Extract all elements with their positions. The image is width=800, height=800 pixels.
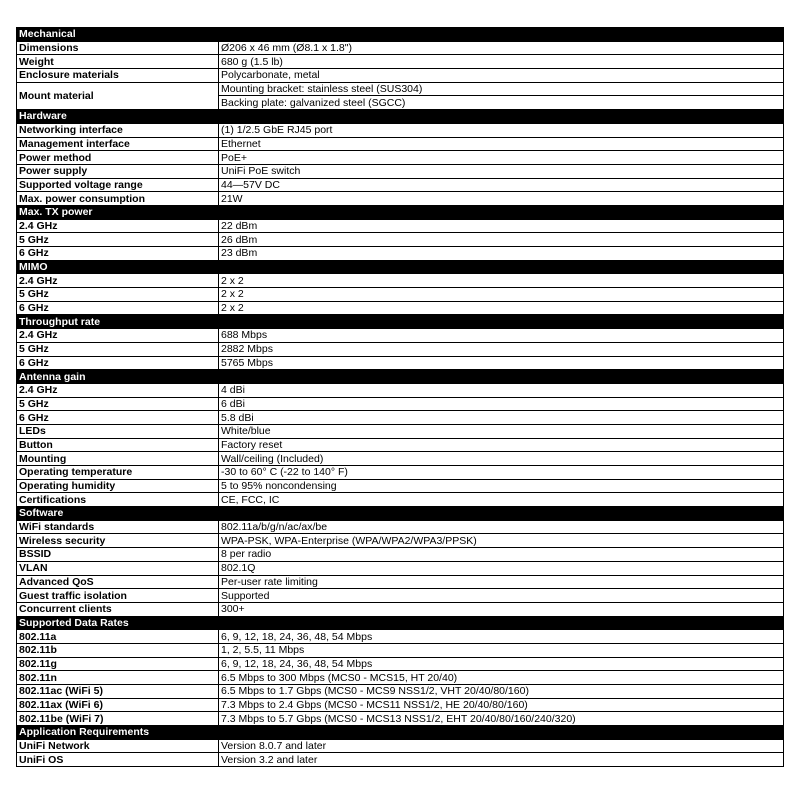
spec-label: Operating temperature [17, 466, 219, 480]
spec-row [17, 630, 784, 644]
spec-label: 6 GHz [17, 411, 219, 425]
spec-label: Networking interface [17, 123, 219, 137]
spec-value: 2 x 2 [219, 274, 784, 288]
spec-value: 2 x 2 [219, 301, 784, 315]
spec-label: 802.11a [17, 630, 219, 644]
spec-value: -30 to 60° C (-22 to 140° F) [219, 466, 784, 480]
spec-value: (1) 1/2.5 GbE RJ45 port [219, 123, 784, 137]
spec-row [17, 534, 784, 548]
spec-label: Max. power consumption [17, 192, 219, 206]
spec-label: 2.4 GHz [17, 274, 219, 288]
spec-value: 8 per radio [219, 548, 784, 562]
spec-value: WPA-PSK, WPA-Enterprise (WPA/WPA2/WPA3/PPSK) [219, 534, 784, 548]
spec-value: Polycarbonate, metal [219, 69, 784, 83]
spec-value: 802.11a/b/g/n/ac/ax/be [219, 520, 784, 534]
spec-row [17, 575, 784, 589]
spec-label: 5 GHz [17, 233, 219, 247]
spec-row [17, 466, 784, 480]
section-header-software [17, 507, 784, 521]
spec-value: 688 Mbps [219, 329, 784, 343]
spec-value: Ø206 x 46 mm (Ø8.1 x 1.8") [219, 41, 784, 55]
spec-label: WiFi standards [17, 520, 219, 534]
spec-label: 6 GHz [17, 356, 219, 370]
spec-label: 2.4 GHz [17, 219, 219, 233]
spec-value: Supported [219, 589, 784, 603]
spec-row [17, 383, 784, 397]
spec-label: VLAN [17, 561, 219, 575]
spec-value: 5.8 dBi [219, 411, 784, 425]
spec-row [17, 219, 784, 233]
spec-label: Guest traffic isolation [17, 589, 219, 603]
spec-value: 5 to 95% noncondensing [219, 479, 784, 493]
section-title: Antenna gain [17, 370, 784, 384]
spec-row [17, 698, 784, 712]
spec-value: 300+ [219, 602, 784, 616]
spec-row [17, 301, 784, 315]
spec-label: 802.11ax (WiFi 6) [17, 698, 219, 712]
spec-row [17, 671, 784, 685]
spec-row [17, 548, 784, 562]
section-title: Mechanical [17, 28, 784, 42]
spec-row [17, 602, 784, 616]
spec-value: Version 3.2 and later [219, 753, 784, 767]
spec-row [17, 657, 784, 671]
spec-value: 6.5 Mbps to 1.7 Gbps (MCS0 - MCS9 NSS1/2, VHT 20/40/80/160) [219, 685, 784, 699]
section-title: Supported Data Rates [17, 616, 784, 630]
section-header-application-requirements [17, 726, 784, 740]
section-header-mimo [17, 260, 784, 274]
spec-value: PoE+ [219, 151, 784, 165]
spec-row [17, 685, 784, 699]
spec-row [17, 561, 784, 575]
spec-row [17, 247, 784, 261]
spec-label: Concurrent clients [17, 602, 219, 616]
spec-row [17, 643, 784, 657]
section-title: Application Requirements [17, 726, 784, 740]
spec-value: Ethernet [219, 137, 784, 151]
spec-row [17, 192, 784, 206]
spec-value: UniFi PoE switch [219, 164, 784, 178]
spec-value: Version 8.0.7 and later [219, 739, 784, 753]
spec-value: 22 dBm [219, 219, 784, 233]
spec-table-body [17, 28, 784, 767]
spec-row [17, 329, 784, 343]
spec-row [17, 123, 784, 137]
section-title: Hardware [17, 110, 784, 124]
spec-label: 5 GHz [17, 397, 219, 411]
spec-label: Supported voltage range [17, 178, 219, 192]
spec-row [17, 438, 784, 452]
spec-row [17, 356, 784, 370]
spec-label: Advanced QoS [17, 575, 219, 589]
spec-value: Wall/ceiling (Included) [219, 452, 784, 466]
spec-value: 2882 Mbps [219, 342, 784, 356]
spec-label: BSSID [17, 548, 219, 562]
section-header-mechanical [17, 28, 784, 42]
spec-value: 6.5 Mbps to 300 Mbps (MCS0 - MCS15, HT 20/40) [219, 671, 784, 685]
spec-row [17, 397, 784, 411]
spec-table [16, 27, 784, 767]
section-header-max-tx-power [17, 205, 784, 219]
spec-label: Weight [17, 55, 219, 69]
spec-label: 802.11be (WiFi 7) [17, 712, 219, 726]
spec-label: 2.4 GHz [17, 383, 219, 397]
spec-value: 4 dBi [219, 383, 784, 397]
spec-value: 5765 Mbps [219, 356, 784, 370]
spec-row [17, 151, 784, 165]
section-title: MIMO [17, 260, 784, 274]
spec-value: 23 dBm [219, 247, 784, 261]
spec-value: White/blue [219, 424, 784, 438]
spec-label: Management interface [17, 137, 219, 151]
spec-row [17, 233, 784, 247]
spec-label: UniFi Network [17, 739, 219, 753]
section-title: Software [17, 507, 784, 521]
spec-row [17, 424, 784, 438]
spec-value: CE, FCC, IC [219, 493, 784, 507]
spec-label: 802.11ac (WiFi 5) [17, 685, 219, 699]
spec-value: 1, 2, 5.5, 11 Mbps [219, 643, 784, 657]
spec-row [17, 342, 784, 356]
spec-row [17, 479, 784, 493]
spec-row [17, 82, 784, 96]
spec-value: 6 dBi [219, 397, 784, 411]
spec-value: Mounting bracket: stainless steel (SUS304) [219, 82, 784, 96]
spec-row [17, 137, 784, 151]
spec-label: 5 GHz [17, 342, 219, 356]
spec-value: Per-user rate limiting [219, 575, 784, 589]
spec-label: Power method [17, 151, 219, 165]
section-header-hardware [17, 110, 784, 124]
spec-label: 5 GHz [17, 288, 219, 302]
spec-row [17, 164, 784, 178]
spec-row [17, 69, 784, 83]
section-title: Throughput rate [17, 315, 784, 329]
spec-row [17, 411, 784, 425]
spec-label: UniFi OS [17, 753, 219, 767]
spec-label: 802.11n [17, 671, 219, 685]
spec-row [17, 520, 784, 534]
spec-value: 6, 9, 12, 18, 24, 36, 48, 54 Mbps [219, 630, 784, 644]
spec-label: Button [17, 438, 219, 452]
spec-value: 802.1Q [219, 561, 784, 575]
spec-row [17, 589, 784, 603]
spec-label: Wireless security [17, 534, 219, 548]
spec-row [17, 739, 784, 753]
spec-label: Mounting [17, 452, 219, 466]
spec-row [17, 178, 784, 192]
spec-label: 6 GHz [17, 301, 219, 315]
spec-label: LEDs [17, 424, 219, 438]
spec-label: Certifications [17, 493, 219, 507]
spec-label: Enclosure materials [17, 69, 219, 83]
section-header-antenna-gain [17, 370, 784, 384]
spec-value: Factory reset [219, 438, 784, 452]
spec-label: 2.4 GHz [17, 329, 219, 343]
spec-label: Operating humidity [17, 479, 219, 493]
spec-value: 21W [219, 192, 784, 206]
spec-label: 802.11b [17, 643, 219, 657]
spec-value: 7.3 Mbps to 5.7 Gbps (MCS0 - MCS13 NSS1/2, EHT 20/40/80/160/240/320) [219, 712, 784, 726]
spec-value: 6, 9, 12, 18, 24, 36, 48, 54 Mbps [219, 657, 784, 671]
spec-row [17, 41, 784, 55]
spec-label: Power supply [17, 164, 219, 178]
spec-value: 44—57V DC [219, 178, 784, 192]
spec-label: Dimensions [17, 41, 219, 55]
spec-value: 680 g (1.5 lb) [219, 55, 784, 69]
spec-row [17, 55, 784, 69]
spec-row [17, 712, 784, 726]
section-title: Max. TX power [17, 205, 784, 219]
spec-value: 26 dBm [219, 233, 784, 247]
spec-row [17, 493, 784, 507]
section-header-throughput-rate [17, 315, 784, 329]
spec-value: Backing plate: galvanized steel (SGCC) [219, 96, 784, 110]
spec-row [17, 452, 784, 466]
spec-label: 802.11g [17, 657, 219, 671]
spec-label: Mount material [17, 82, 219, 109]
section-header-supported-data-rates [17, 616, 784, 630]
spec-value: 7.3 Mbps to 2.4 Gbps (MCS0 - MCS11 NSS1/2, HE 20/40/80/160) [219, 698, 784, 712]
spec-label: 6 GHz [17, 247, 219, 261]
spec-row [17, 274, 784, 288]
spec-row [17, 288, 784, 302]
spec-value: 2 x 2 [219, 288, 784, 302]
spec-row [17, 753, 784, 767]
